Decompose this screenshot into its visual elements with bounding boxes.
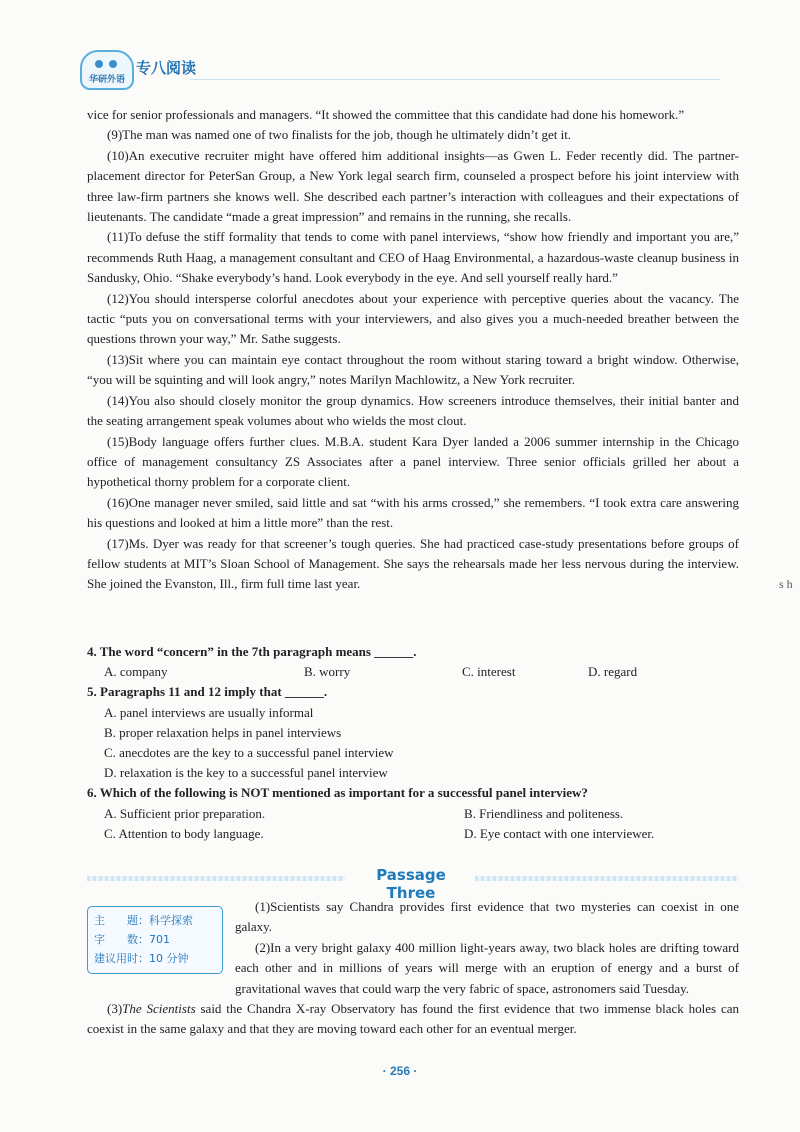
paragraph-14: (14)You also should closely monitor the group dynamics. How screeners introduce themselves, their initial banter and the seating arrangement speak volumes about who wields the most clout. [87, 392, 739, 429]
question-6-options-row2 [87, 824, 739, 844]
paragraph-9: (9)The man was named one of two finalists for the job, though he ultimately didn’t get it. [107, 127, 572, 143]
logo-text: 华研外语 [88, 74, 125, 84]
margin-mark: s h [779, 577, 793, 591]
info-topic: 主 题：科学探索 [94, 914, 193, 927]
paragraph-number: (3) [107, 1001, 123, 1016]
paragraph-17: (17)Ms. Dyer was ready for that screener’s tough queries. She had practiced case-study presentations before groups of fellow students at MIT’s Sloan School of Management. She says the rehearsals made her less nervous during the interview. She joined the Evanston, Ill., firm full time last year. [87, 535, 739, 592]
question-6-options-row1 [87, 804, 739, 824]
option-a: A. Sufficient prior preparation. [104, 805, 266, 821]
passage-heading [87, 866, 739, 902]
paragraph-13: (13)Sit where you can maintain eye contact throughout the room without staring toward a bright window. Otherwise, “you will be squinting and will look angry,” notes Marilyn Machlowitz, a New York recruiter. [87, 351, 739, 388]
paragraph-15: (15)Body language offers further clues. M.B.A. student Kara Dyer landed a 2006 summer internship in the Chicago office of management consultancy ZS Associates after a panel interview. Three senior officials grilled her about a hypothetical thorny problem for a corporate client. [87, 433, 739, 490]
option-d: D. regard [588, 664, 638, 680]
option-b: B. worry [304, 664, 351, 680]
option-c: C. Attention to body language. [104, 825, 264, 841]
question-5-stem: 5. Paragraphs 11 and 12 imply that ______. [87, 684, 328, 700]
paragraph-12: (12)You should intersperse colorful anecdotes about your experience with perceptive queries about the vacancy. The tactic “puts you on conversational terms with your interviewers, and also gives you a much-needed breather between the questions thrown your way,” Mr. Sathe suggests. [87, 290, 739, 347]
passage-title: Passage Three [376, 866, 446, 902]
heading-band-left [87, 876, 345, 881]
paragraph-text: said the Chandra X-ray Observatory has found the first evidence that two immense black holes can coexist in the same galaxy and that they are moving toward each other for an eventual merger. [87, 1001, 740, 1037]
passage3-paragraph-3 [87, 999, 739, 1040]
info-suggested-time: 建议用时：10 分钟 [94, 952, 189, 965]
option-c: C. interest [462, 664, 516, 680]
heading-band-right [475, 876, 739, 881]
question-6-stem: 6. Which of the following is NOT mentioned as important for a successful panel interview? [87, 785, 588, 801]
questions [87, 642, 739, 844]
question-4-options [87, 662, 739, 682]
publisher-logo [80, 50, 134, 90]
option-b: B. Friendliness and politeness. [464, 805, 624, 821]
passage-three-body [87, 999, 739, 1040]
option-c: C. anecdotes are the key to a successful panel interview [104, 745, 394, 761]
option-a: A. panel interviews are usually informal [104, 704, 314, 720]
passage-body [87, 105, 739, 595]
page-number: · 256 · [382, 1064, 418, 1078]
passage-three-intro [235, 897, 739, 999]
passage-info-box [87, 906, 223, 974]
header-title: 专八阅读 [136, 59, 197, 77]
paragraph-16: (16)One manager never smiled, said little and sat “with his arms crossed,” she remembers. “I took extra care answering his questions and looked at him a little more” than the rest. [87, 494, 739, 531]
header-rule [190, 79, 720, 80]
paragraph-continued: vice for senior professionals and managers. “It showed the committee that this candidate had done his homework.” [87, 107, 685, 122]
page-header [80, 44, 720, 90]
option-a: A. company [104, 664, 168, 680]
option-d: D. relaxation is the key to a successful panel interview [104, 765, 388, 781]
option-b: B. proper relaxation helps in panel interviews [104, 724, 342, 740]
info-word-count: 字 数：701 [94, 933, 170, 946]
passage3-paragraph-1: (1)Scientists say Chandra provides first evidence that two mysteries can coexist in one galaxy. [235, 899, 739, 935]
publication-name: The Scientists [122, 1001, 196, 1016]
question-4-stem: 4. The word “concern” in the 7th paragraph means ______. [87, 644, 417, 659]
passage3-paragraph-2: (2)In a very bright galaxy 400 million light-years away, two black holes are drifting toward each other and in millions of years will merge with an eruption of energy and a burst of gravitational waves that could warp the very fabric of space, astronomers said Tuesday. [235, 939, 739, 996]
paragraph-10: (10)An executive recruiter might have offered him additional insights—as Gwen L. Feder recently did. The partner-placement director for PeterSan Group, a New York legal search firm, counseled a prospect before his joint interview with three law-firm partners she knows well. She described each partner’s interaction with colleagues and their expectations of lieutenants. The candidate “made a great impression” and remains in the running, she recalls. [87, 147, 739, 225]
option-d: D. Eye contact with one interviewer. [464, 825, 655, 841]
paragraph-11: (11)To defuse the stiff formality that tends to come with panel interviews, “show how friendly and important you are,” recommends Ruth Haag, a management consultant and CEO of Haag Environmental, a hazardous-waste cleanup business in Sandusky, Ohio. “Shake everybody’s hand. Look everybody in the eye. And sell yourself really hard.” [87, 229, 739, 286]
